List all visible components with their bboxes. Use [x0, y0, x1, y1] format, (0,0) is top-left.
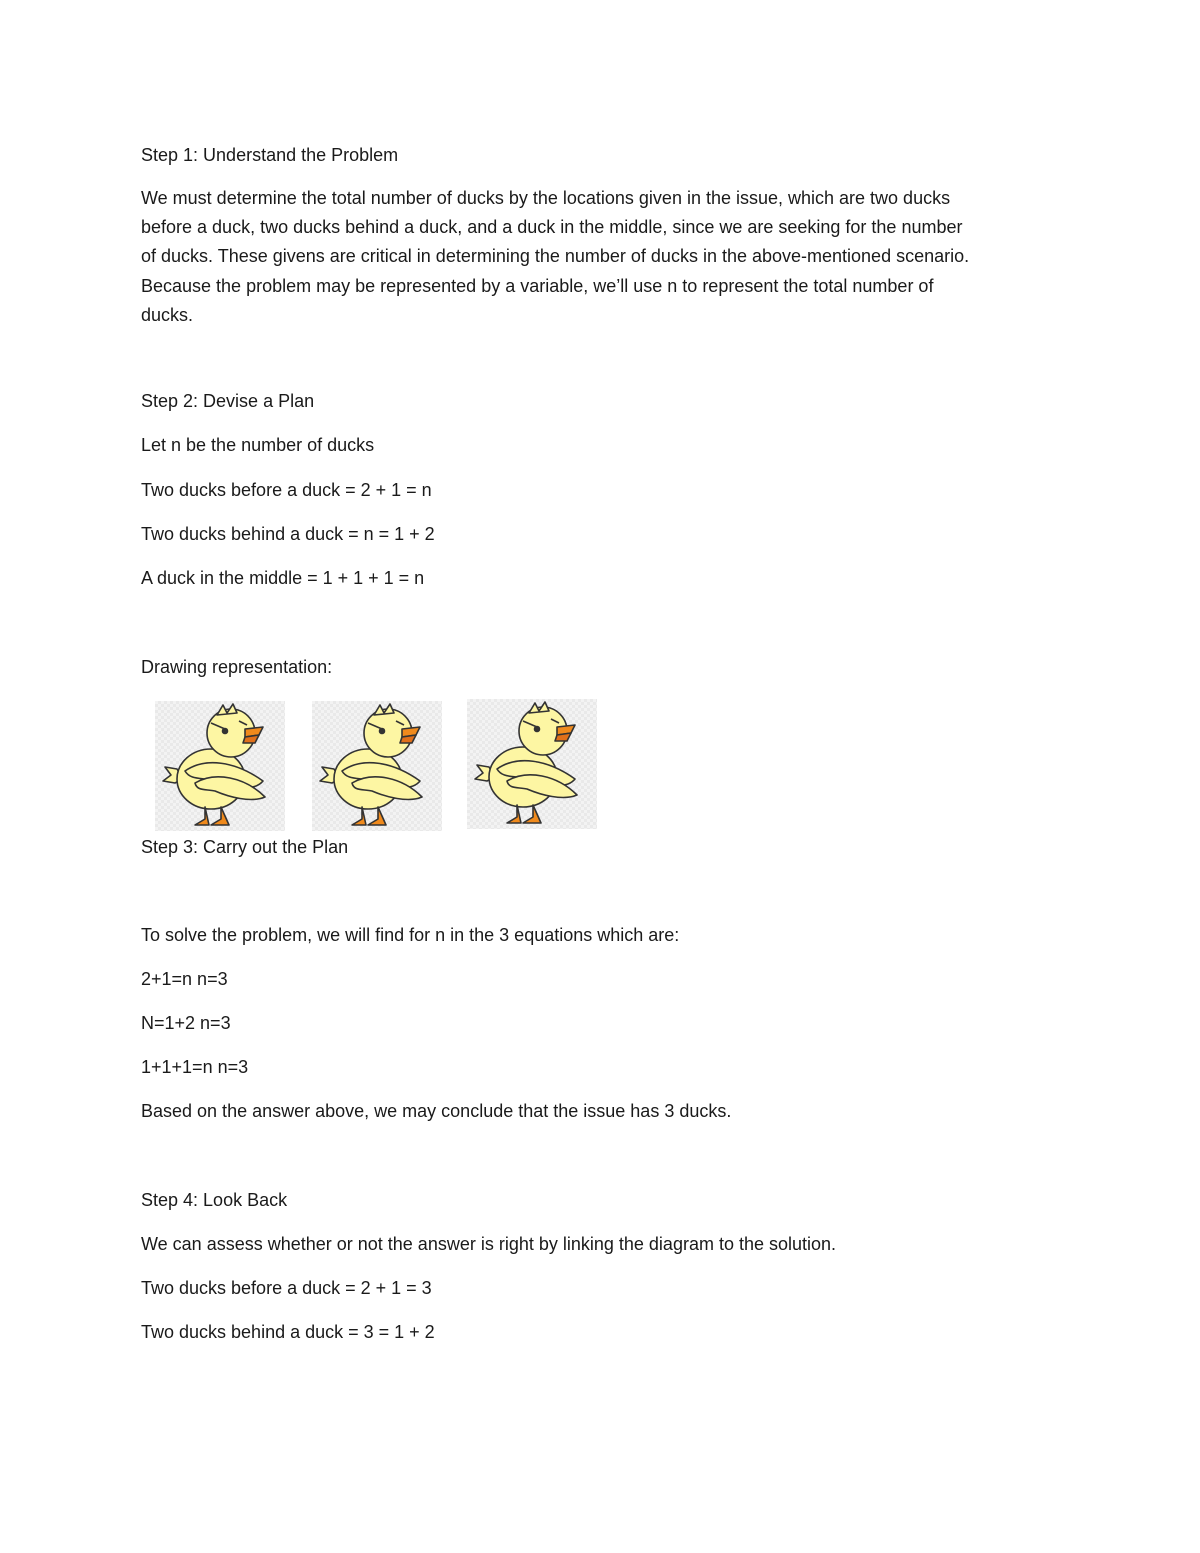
step1-paragraph [141, 184, 1071, 330]
equation-line: 1+1+1=n n=3 [141, 1057, 249, 1077]
duck-icon [312, 701, 442, 831]
step4-heading: Step 4: Look Back [141, 1190, 288, 1210]
lookback-line: Two ducks before a duck = 2 + 1 = 3 [141, 1278, 432, 1298]
plan-line: Two ducks behind a duck = n = 1 + 2 [141, 524, 435, 544]
step3-intro: To solve the problem, we will find for n in the 3 equations which are: [141, 925, 680, 945]
equation-line: N=1+2 n=3 [141, 1013, 231, 1033]
paragraph-line: We must determine the total number of ducks by the locations given in the issue, which are two ducks [141, 188, 951, 208]
plan-line: Let n be the number of ducks [141, 435, 375, 455]
duck-illustration-3 [467, 699, 597, 829]
paragraph-line: of ducks. These givens are critical in determining the number of ducks in the above-mentioned scenario. [141, 246, 970, 267]
duck-illustration-1 [155, 701, 285, 831]
step3-conclusion: Based on the answer above, we may conclude that the issue has 3 ducks. [141, 1101, 732, 1121]
duck-icon [155, 701, 285, 831]
lookback-line: Two ducks behind a duck = 3 = 1 + 2 [141, 1322, 435, 1342]
step2-heading: Step 2: Devise a Plan [141, 391, 315, 411]
plan-line: Two ducks before a duck = 2 + 1 = n [141, 480, 432, 500]
step1-heading: Step 1: Understand the Problem [141, 145, 399, 165]
duck-icon [467, 699, 597, 829]
drawing-label: Drawing representation: [141, 657, 333, 677]
equation-line: 2+1=n n=3 [141, 969, 228, 989]
step3-heading: Step 3: Carry out the Plan [141, 837, 349, 857]
paragraph-line: Because the problem may be represented by a variable, we’ll use n to represent the total number of [141, 275, 934, 296]
paragraph-line: before a duck, two ducks behind a duck, and a duck in the middle, since we are seeking for the number [141, 217, 963, 238]
duck-illustration-2 [312, 701, 442, 831]
step4-intro: We can assess whether or not the answer is right by linking the diagram to the solution. [141, 1234, 837, 1254]
plan-line: A duck in the middle = 1 + 1 + 1 = n [141, 568, 425, 588]
paragraph-line: ducks. [141, 304, 194, 325]
